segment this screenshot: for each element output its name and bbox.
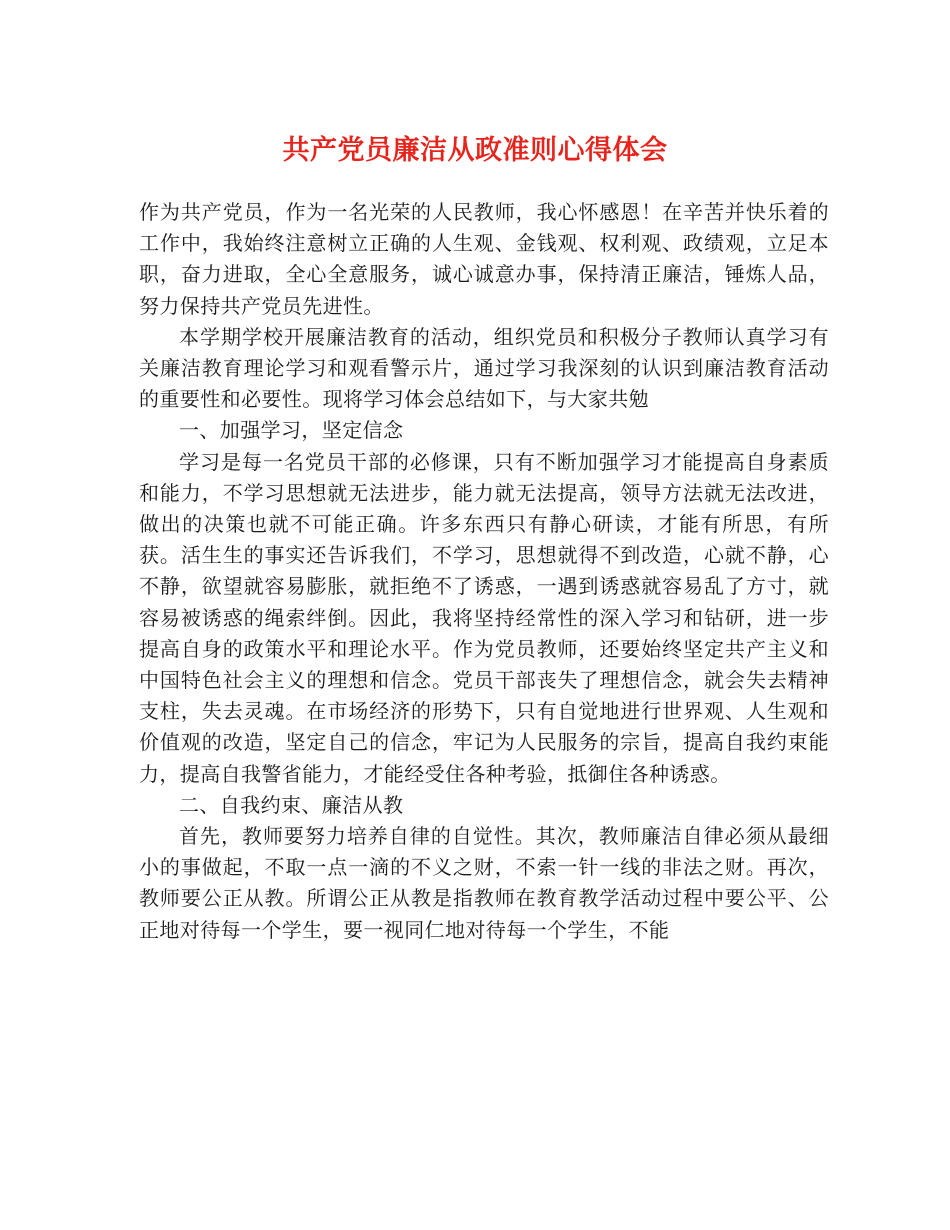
- document-title: 共产党员廉洁从政准则心得体会: [282, 135, 668, 166]
- paragraph-study: 学习是每一名党员干部的必修课，只有不断加强学习才能提高自身素质和能力，不学习思想就无法进步，能力就无法提高，领导方法就无法改进，做出的决策也就不可能正确。许多东西只有静心研读，才能有所思，有所获。活生生的事实还告诉我们，不学习，思想就得不到改造，心就不静，心不静，欲望就容易膨胀，就拒绝不了诱惑，一遇到诱惑就容易乱了方寸，就容易被诱惑的绳索绊倒。因此，我将坚持经常性的深入学习和钻研，进一步提高自身的政策水平和理论水平。作为党员教师，还要始终坚定共产主义和中国特色社会主义的理想和信念。党员干部丧失了理想信念，就会失去精神支柱，失去灵魂。在市场经济的形势下，只有自觉地进行世界观、人生观和价值观的改造，坚定自己的信念，牢记为人民服务的宗旨，提高自我约束能力，提高自我警省能力，才能经受住各种考验，抵御住各种诱惑。: [139, 449, 829, 786]
- section-heading-2: 二、自我约束、廉洁从教: [179, 792, 404, 817]
- paragraph-self-discipline: 首先，教师要努力培养自律的自觉性。其次，教师廉洁自律必须从最细小的事做起，不取一点一滴的不义之财，不索一针一线的非法之财。再次，教师要公正从教。所谓公正从教是指教师在教育教学活动过程中要公平、公正地对待每一个学生，要一视同仁地对待每一个学生，不能: [139, 824, 829, 942]
- paragraph-intro: 作为共产党员，作为一名光荣的人民教师，我心怀感恩！在辛苦并快乐着的工作中，我始终注意树立正确的人生观、金钱观、权利观、政绩观，立足本职，奋力进取，全心全意服务，诚心诚意办事，保持清正廉洁，锤炼人品，努力保持共产党员先进性。: [139, 200, 829, 318]
- paragraph-activity: 本学期学校开展廉洁教育的活动，组织党员和积极分子教师认真学习有关廉洁教育理论学习和观看警示片，通过学习我深刻的认识到廉洁教育活动的重要性和必要性。现将学习体会总结如下，与大家共勉: [139, 324, 829, 412]
- document-body: [139, 197, 829, 946]
- section-heading-1: 一、加强学习，坚定信念: [179, 418, 404, 443]
